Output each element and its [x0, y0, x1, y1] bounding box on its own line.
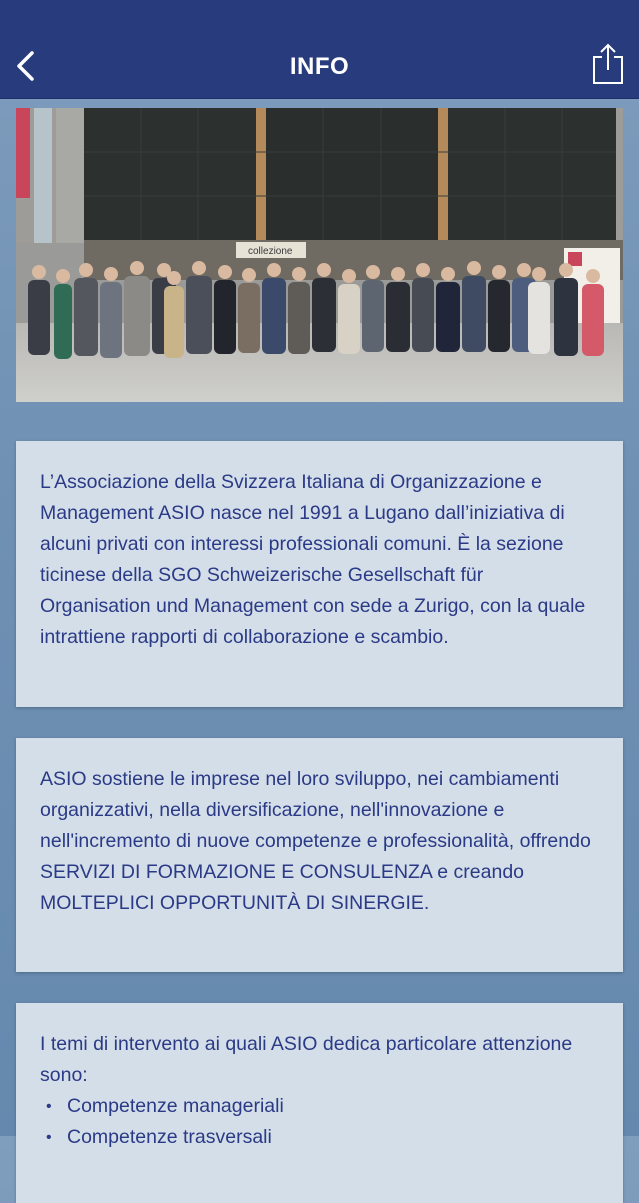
navigation-bar	[0, 0, 639, 99]
photo-sign-text: collezione	[248, 246, 293, 257]
info-card-services	[16, 738, 623, 972]
list-item: • Competenze trasversali	[40, 1122, 599, 1153]
topics-list	[40, 1091, 599, 1153]
services-text: ASIO sostiene le imprese nel loro sviluppo, nei cambiamenti organizzativi, nella diversificazione, nell'innovazione e nell'incremento di nuove competenze e professionalità, offrendo SERVIZI DI FORMAZIONE E CONSULENZA e creando MOLTEPLICI OPPORTUNITÀ DI SINERGIE.	[40, 768, 591, 914]
list-item: • Competenze manageriali	[40, 1091, 599, 1122]
info-card-topics	[16, 1003, 623, 1203]
topics-intro: I temi di intervento ai quali ASIO dedica particolare attenzione sono:	[40, 1033, 573, 1086]
info-card-about	[16, 441, 623, 707]
share-icon	[591, 43, 625, 85]
page-title: INFO	[289, 53, 350, 80]
share-button[interactable]	[588, 42, 628, 86]
group-photo	[16, 108, 623, 402]
about-text: L’Associazione della Svizzera Italiana di Organizzazione e Management ASIO nasce nel 1991 a Lugano dall’iniziativa di alcuni privati con interessi professionali comuni. È la sezione ticinese della SGO Schweizerische Gesellschaft für Organisation und Management con sede a Zurigo, con la quale intrattiene rapporti di collaborazione e scambio.	[40, 471, 586, 648]
